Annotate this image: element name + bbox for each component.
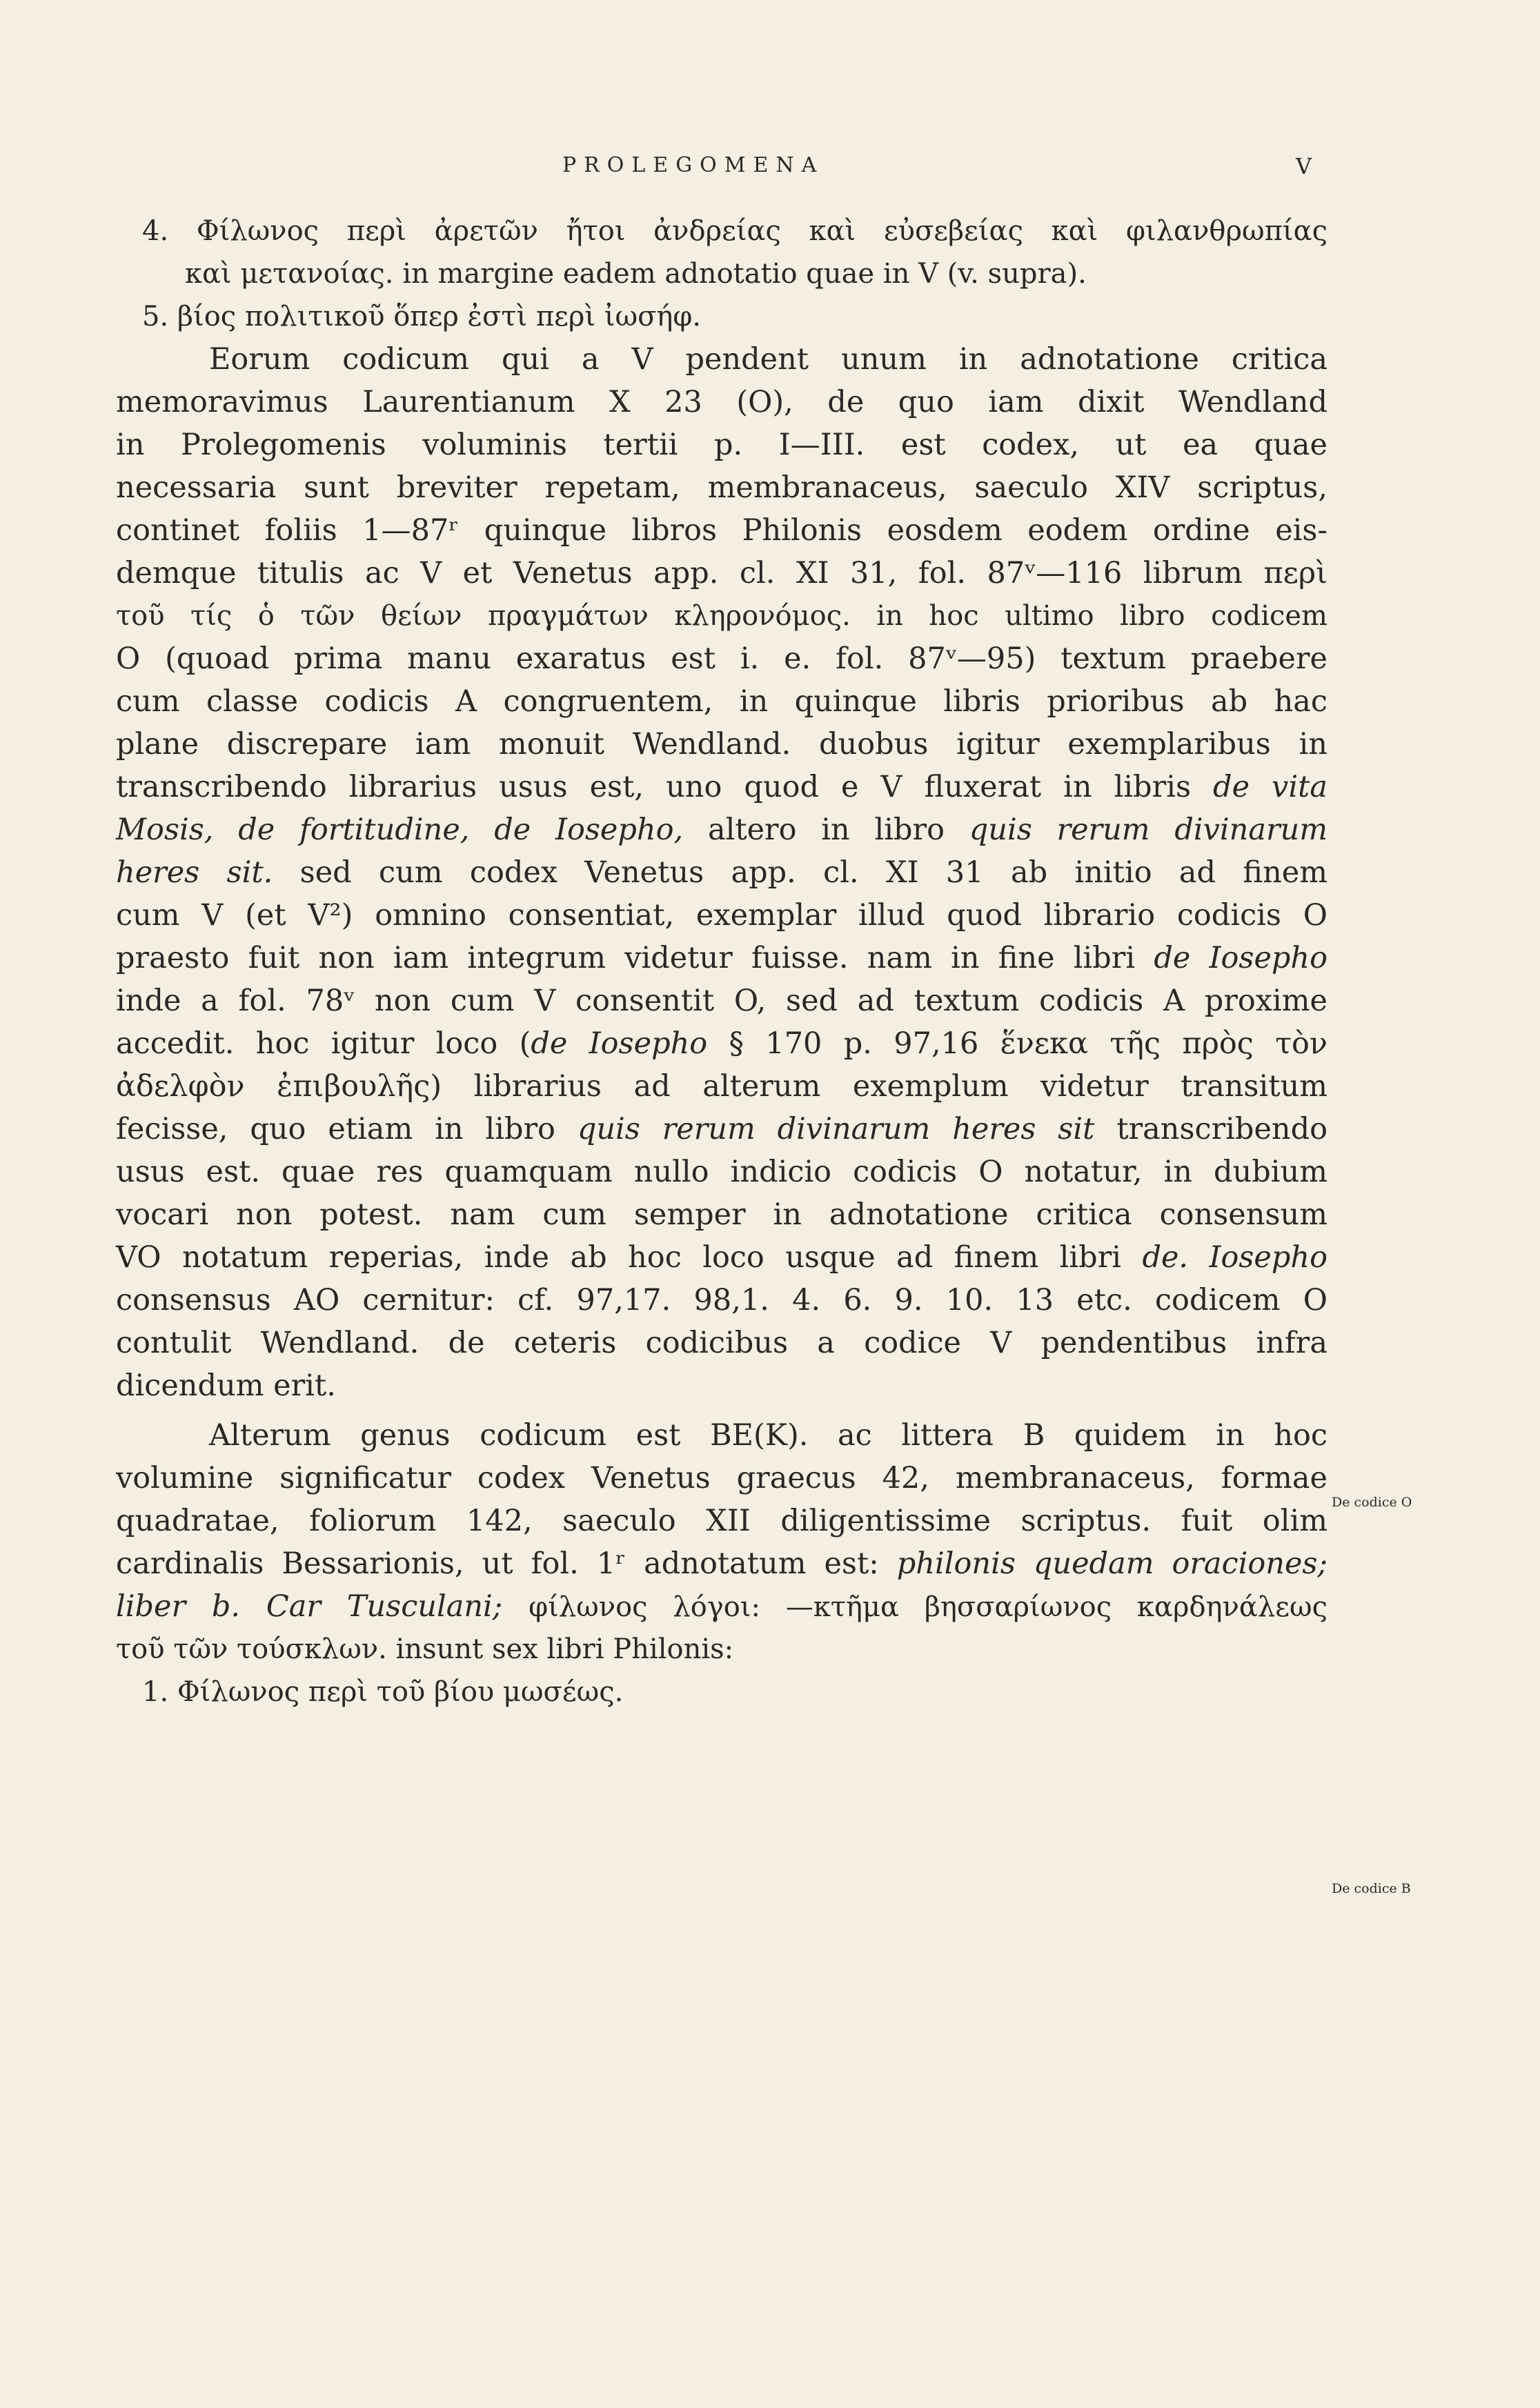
text-line-6: in Prolegomenis voluminis tertii p. I—III. est codex, ut ea quae — [116, 428, 1327, 462]
text-line-14: transcribendo librarius usus est, uno quod e V fluxerat in libris de vita — [116, 770, 1328, 804]
text-line-32: cardinalis Bessarionis, ut fol. 1ʳ adnotatum est: philonis quedam oraciones; — [116, 1546, 1327, 1581]
text-line-7: necessaria sunt breviter repetam, membranaceus, saeculo XIV scriptus, — [116, 470, 1327, 505]
text-line-21: ἀδελφὸν ἐπιβουλῆς) librarius ad alterum exemplum videtur transitum — [116, 1069, 1327, 1104]
text-line-13: plane discrepare iam monuit Wendland. duobus igitur exemplaribus in — [116, 727, 1327, 762]
text-line-2: καὶ μετανοίας. in margine eadem adnotatio quae in V (v. supra). — [185, 258, 1087, 290]
text-line-28: dicendum erit. — [116, 1369, 336, 1403]
running-title: PROLEGOMENA — [562, 153, 825, 177]
text-line-16: heres sit. sed cum codex Venetus app. cl. XI 31 ab initio ad finem — [116, 855, 1328, 890]
text-line-22: fecisse, quo etiam in libro quis rerum divinarum heres sit transcribendo — [116, 1112, 1328, 1146]
text-line-35: 1. Φίλωνος περὶ τοῦ βίου μωσέως. — [142, 1676, 624, 1708]
text-line-20: accedit. hoc igitur loco (de Iosepho § 170 p. 97,16 ἕνεκα τῆς πρὸς τὸν — [116, 1026, 1328, 1061]
text-line-26: consensus AO cernitur: cf. 97,17. 98,1. 4. 6. 9. 10. 13 etc. codicem O — [116, 1283, 1327, 1317]
text-line-19: inde a fol. 78ᵛ non cum V consentit O, sed ad textum codicis A proxime — [116, 984, 1327, 1018]
text-line-10: τοῦ τίς ὁ τῶν θείων πραγμάτων κληρονόμος. in hoc ultimo libro codicem — [116, 600, 1327, 632]
text-line-5: memoravimus Laurentianum X 23 (O), de quo iam dixit Wendland — [116, 385, 1327, 419]
text-line-23: usus est. quae res quamquam nullo indicio codicis O notatur, in dubium — [116, 1155, 1327, 1189]
text-line-11: O (quoad prima manu exaratus est i. e. fol. 87ᵛ—95) textum praebere — [116, 641, 1327, 676]
text-line-34: τοῦ τῶν τούσκλων. insunt sex libri Philonis: — [116, 1633, 734, 1665]
text-line-1: 4. Φίλωνος περὶ ἀρετῶν ἤτοι ἀνδρείας καὶ εὐσεβείας καὶ φιλανθρωπίας — [142, 215, 1327, 247]
text-line-12: cum classe codicis A congruentem, in quinque libris prioribus ab hac — [116, 684, 1327, 719]
margin-note-codex-b: De codice B — [1332, 1881, 1411, 1896]
text-line-24: vocari non potest. nam cum semper in adnotatione critica consensum — [116, 1197, 1327, 1232]
text-line-30: volumine significatur codex Venetus graecus 42, membranaceus, formae — [116, 1461, 1327, 1495]
text-line-15: Mosis, de fortitudine, de Iosepho, altero in libro quis rerum divinarum — [116, 813, 1328, 847]
text-line-29: Alterum genus codicum est BE(K). ac littera B quidem in hoc — [209, 1418, 1327, 1453]
text-line-18: praesto fuit non iam integrum videtur fuisse. nam in fine libri de Iosepho — [116, 941, 1328, 975]
margin-note-codex-o: De codice O — [1332, 1495, 1412, 1510]
text-line-8: continet foliis 1—87ʳ quinque libros Philonis eosdem eodem ordine eis- — [116, 513, 1327, 548]
text-line-4: Eorum codicum qui a V pendent unum in adnotatione critica — [209, 342, 1327, 377]
page-number: V — [1296, 153, 1312, 179]
text-line-9: demque titulis ac V et Venetus app. cl. XI 31, fol. 87ᵛ—116 librum περὶ — [116, 556, 1327, 590]
text-line-17: cum V (et V²) omnino consentiat, exemplar illud quod librario codicis O — [116, 898, 1327, 933]
text-line-3: 5. βίος πολιτικοῦ ὅπερ ἐστὶ περὶ ἰωσήφ. — [142, 301, 702, 332]
text-line-25: VO notatum reperias, inde ab hoc loco usque ad finem libri de. Iosepho — [116, 1240, 1327, 1275]
text-line-27: contulit Wendland. de ceteris codicibus a codice V pendentibus infra — [116, 1326, 1327, 1360]
running-header — [0, 153, 1540, 195]
text-line-33: liber b. Car Tusculani; φίλωνος λόγοι: —κτῆμα βησσαρίωνος καρδηνάλεως — [116, 1589, 1327, 1624]
text-line-31: quadratae, foliorum 142, saeculo XII diligentissime scriptus. fuit olim — [116, 1504, 1327, 1538]
